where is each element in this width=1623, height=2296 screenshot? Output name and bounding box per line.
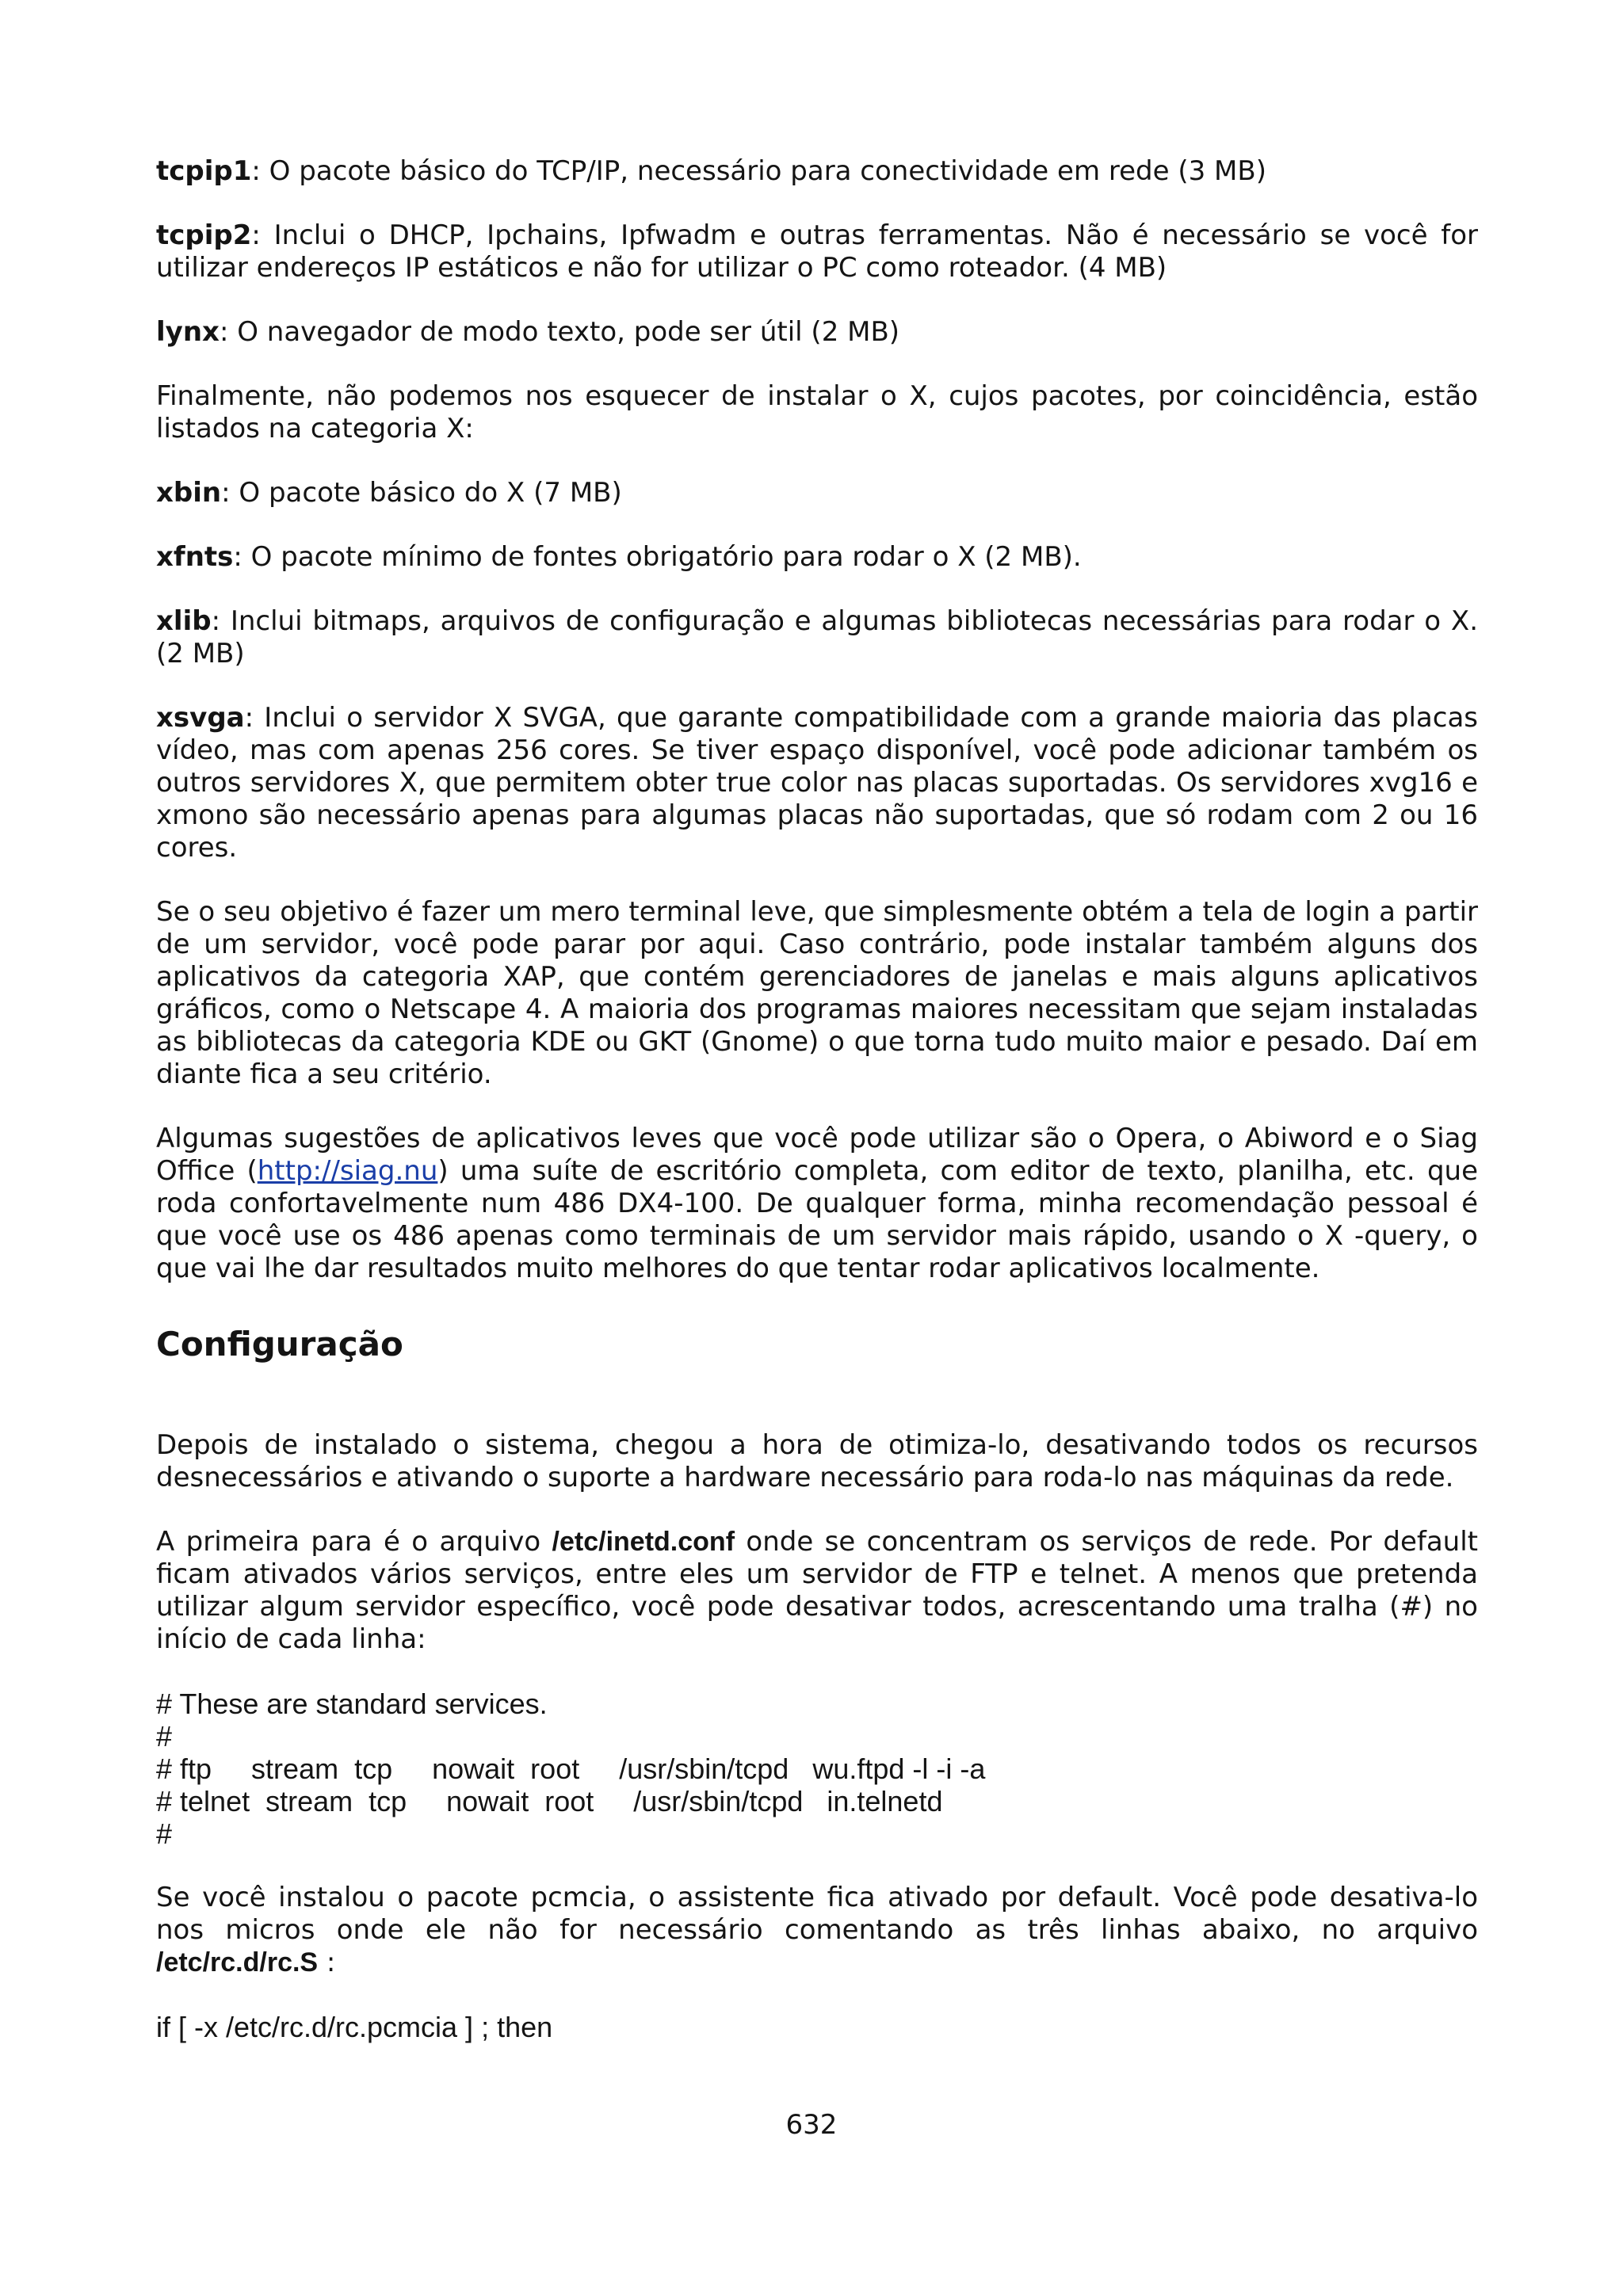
file-path-rcs: /etc/rc.d/rc.S — [156, 1947, 319, 1978]
paragraph-lynx — [156, 316, 1478, 349]
term-tcpip2: tcpip2 — [156, 219, 252, 251]
term-tcpip1: tcpip1 — [156, 155, 252, 187]
term-xbin: xbin — [156, 477, 222, 509]
section-heading: Configuração — [156, 1325, 403, 1363]
text-xsvga: : Inclui o servidor X SVGA, que garante compatibilidade com a grande maioria das placas vídeo, mas com apenas 256 cores. Se tiver espaço disponível, você pode adicionar também os outros servidores X, que permitem obter true color nas placas suportadas. Os servidores xvg16 e xmono são necessário apenas para algumas placas não suportadas, que só rodam com 2 ou 16 cores. — [156, 702, 1478, 864]
text-inetd-after: onde se concentram os serviços de rede. Por default ficam ativados vários serviços, entre eles um servidor de FTP e telnet. A menos que pretenda utilizar algum servidor específico, você pode desativar todos, acrescentando uma tralha (#) no início de cada linha: — [156, 1526, 1478, 1655]
paragraph-sugestoes — [156, 1123, 1478, 1285]
text-xlib: : Inclui bitmaps, arquivos de configuração e algumas bibliotecas necessárias para rodar o X. (2 MB) — [156, 605, 1478, 669]
document-page — [156, 155, 1478, 2043]
paragraph-otimizar: Depois de instalado o sistema, chegou a hora de otimiza-lo, desativando todos os recursos desnecessários e ativando o suporte a hardware necessário para roda-lo nas máquinas da rede. — [156, 1429, 1478, 1493]
code-line: # — [156, 1720, 173, 1753]
code-line: # — [156, 1817, 173, 1850]
paragraph-xlib — [156, 605, 1478, 670]
paragraph-xbin — [156, 477, 1478, 509]
term-xlib: xlib — [156, 605, 212, 637]
text-sugestoes-before: Algumas sugestões de aplicativos leves que você pode utilizar são o Opera, o Abiword e o Siag Office ( — [156, 1123, 1478, 1187]
text-sugestoes-after: ) uma suíte de escritório completa, com editor de texto, planilha, etc. que roda confortavelmente num 486 DX4-100. De qualquer forma, minha recomendação pessoal é que você use os 486 apenas como terminais de um servidor mais rápido, usando o X -query, o que vai lhe dar resultados muito melhores do que tentar rodar aplicativos localmente. — [156, 1155, 1478, 1284]
code-line: # These are standard services. — [156, 1688, 548, 1720]
paragraph-tcpip2 — [156, 219, 1478, 284]
term-xfnts: xfnts — [156, 541, 234, 573]
text-xbin: : O pacote básico do X (7 MB) — [221, 477, 622, 509]
paragraph-tcpip1 — [156, 155, 1478, 188]
paragraph-x-intro: Finalmente, não podemos nos esquecer de instalar o X, cujos pacotes, por coincidência, estão listados na categoria X: — [156, 380, 1478, 444]
text-inetd-before: A primeira para é o arquivo — [156, 1526, 552, 1558]
term-xsvga: xsvga — [156, 702, 245, 734]
siag-link[interactable]: http://siag.nu — [257, 1155, 438, 1187]
text-xfnts: : O pacote mínimo de fontes obrigatório para rodar o X (2 MB). — [233, 541, 1082, 573]
text-pcmcia-before: Se você instalou o pacote pcmcia, o assistente fica ativado por default. Você pode desativa-lo nos micros onde ele não for necessário comentando as três linhas abaixo, no arquivo — [156, 1882, 1478, 1946]
code-line: # telnet stream tcp nowait root /usr/sbin/tcpd in.telnetd — [156, 1785, 943, 1817]
paragraph-xfnts — [156, 541, 1478, 574]
text-lynx: : O navegador de modo texto, pode ser útil (2 MB) — [219, 316, 900, 348]
text-pcmcia-after: : — [318, 1947, 336, 1978]
paragraph-terminal-leve: Se o seu objetivo é fazer um mero terminal leve, que simplesmente obtém a tela de login a partir de um servidor, você pode parar por aqui. Caso contrário, pode instalar também alguns dos aplicativos da categoria XAP, que contém gerenciadores de janelas e mais alguns aplicativos gráficos, como o Netscape 4. A maioria dos programas maiores necessitam que sejam instaladas as bibliotecas da categoria KDE ou GKT (Gnome) o que torna tudo muito maior e pesado. Daí em diante fica a seu critério. — [156, 896, 1478, 1090]
code-block-inetd — [156, 1688, 1478, 1850]
code-line: # ftp stream tcp nowait root /usr/sbin/tcpd wu.ftpd -l -i -a — [156, 1753, 986, 1785]
page-number: 632 — [785, 2109, 838, 2141]
paragraph-xsvga — [156, 702, 1478, 864]
term-lynx: lynx — [156, 316, 220, 348]
code-line-pcmcia: if [ -x /etc/rc.d/rc.pcmcia ] ; then — [156, 2011, 553, 2043]
paragraph-pcmcia — [156, 1882, 1478, 1979]
text-tcpip1: : O pacote básico do TCP/IP, necessário para conectividade em rede (3 MB) — [251, 155, 1266, 187]
text-tcpip2: : Inclui o DHCP, Ipchains, Ipfwadm e outras ferramentas. Não é necessário se você for utilizar endereços IP estáticos e não for utilizar o PC como roteador. (4 MB) — [156, 219, 1478, 284]
paragraph-inetd — [156, 1526, 1478, 1656]
file-path-inetd: /etc/inetd.conf — [552, 1527, 735, 1557]
